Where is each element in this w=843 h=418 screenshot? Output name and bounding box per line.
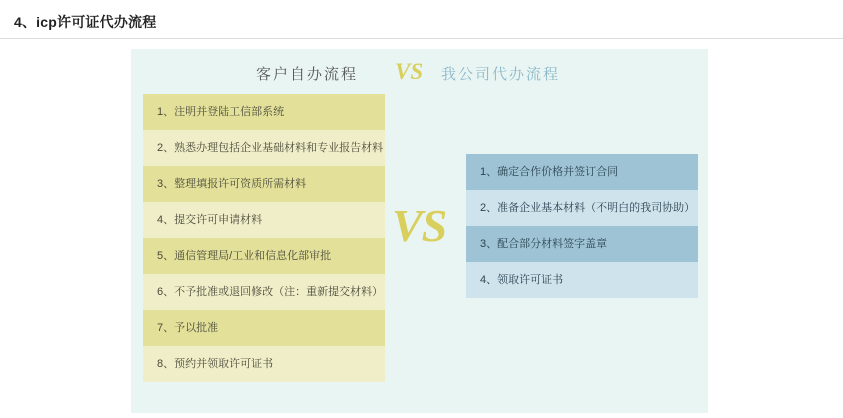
icp-process-diagram (131, 49, 708, 413)
header-right-label: 我公司代办流程 (441, 67, 561, 83)
list-item: 2、熟悉办理包括企业基础材料和专业报告材料 (143, 130, 385, 166)
header-left-label: 客户自办流程 (256, 67, 359, 83)
page-title: 4、icp许可证代办流程 (14, 14, 157, 30)
list-item: 6、不予批准或退回修改（注：重新提交材料） (143, 274, 385, 310)
list-item: 1、确定合作价格并签订合同 (466, 154, 698, 190)
list-item: 4、领取许可证书 (466, 262, 698, 298)
list-item: 5、通信管理局/工业和信息化部审批 (143, 238, 385, 274)
agency-process-column (466, 154, 698, 298)
header-vs-label: VS (395, 59, 424, 84)
list-item: 7、予以批准 (143, 310, 385, 346)
list-item: 4、提交许可申请材料 (143, 202, 385, 238)
list-item: 1、注明并登陆工信部系统 (143, 94, 385, 130)
diagram-header (131, 59, 708, 91)
center-vs-label: VS (392, 200, 447, 251)
list-item: 3、整理填报许可资质所需材料 (143, 166, 385, 202)
list-item: 8、预约并领取许可证书 (143, 346, 385, 382)
list-item: 3、配合部分材料签字盖章 (466, 226, 698, 262)
list-item: 2、准备企业基本材料（不明白的我司协助） (466, 190, 698, 226)
title-divider (0, 38, 843, 39)
customer-self-process-column (143, 94, 385, 382)
